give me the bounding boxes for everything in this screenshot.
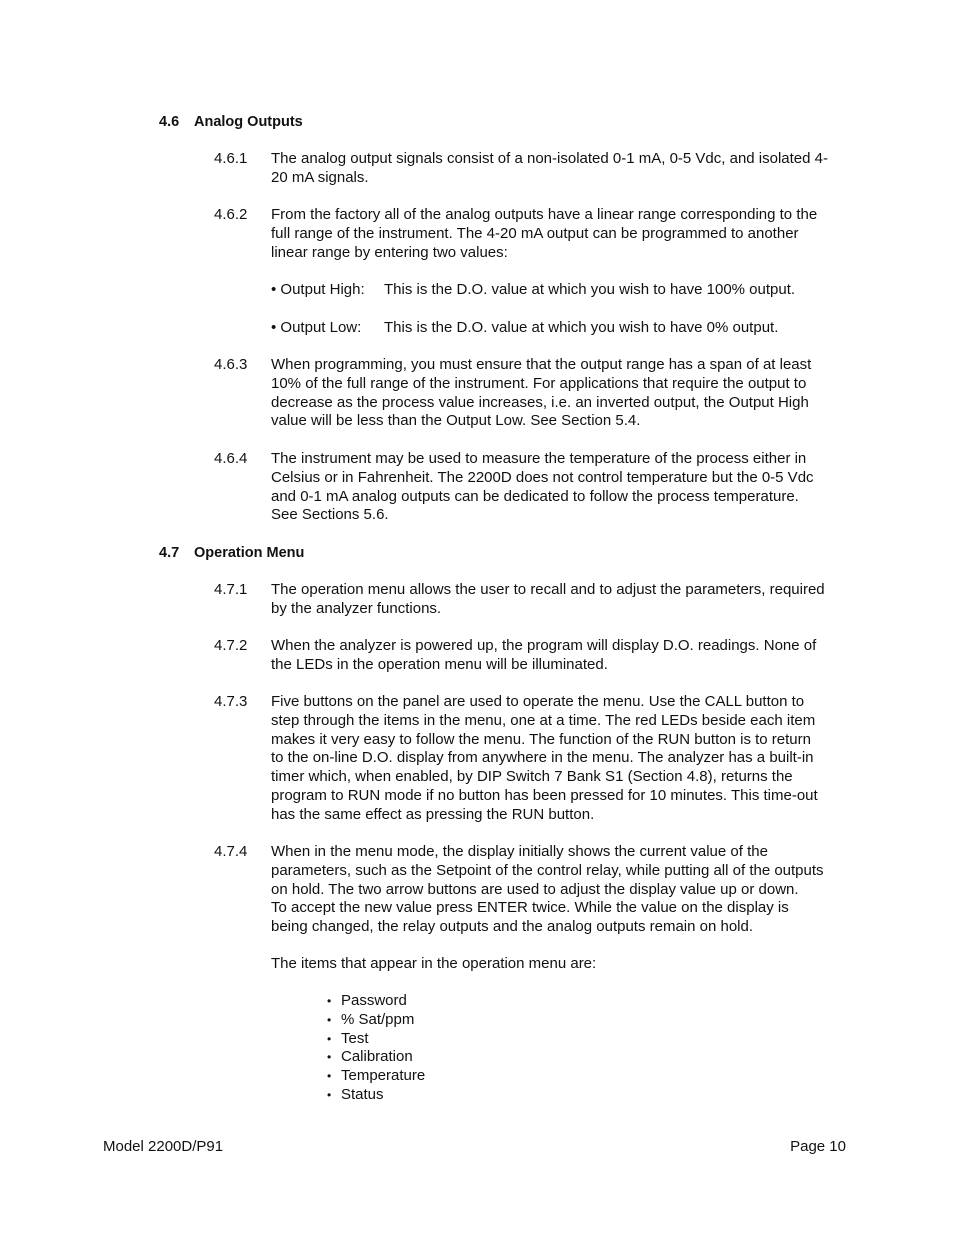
footer-model: Model 2200D/P91 (103, 1138, 224, 1155)
menu-list-intro: The items that appear in the operation menu are: (271, 955, 597, 972)
bullet-icon: • (327, 1087, 332, 1102)
paragraph-number: 4.7.4 (214, 843, 248, 860)
paragraph-4-7-4 (214, 843, 849, 937)
operation-menu-list (327, 992, 425, 1105)
bullet-icon: • (327, 1012, 332, 1027)
section-title: Operation Menu (194, 545, 305, 561)
paragraph-number: 4.7.3 (214, 693, 248, 710)
bullet-icon: • (327, 1069, 332, 1083)
section-heading-4-7 (159, 544, 304, 563)
paragraph-text: Five buttons on the panel are used to operate the menu. Use the CALL button to step through the items in the menu, one at a time. The red LEDs beside each item makes it very easy to follow the menu. The function of the RUN button is to return to the on-line D.O. display from anywhere in the menu. The analyzer has a built-in timer which, when enabled, by DIP Switch 7 Bank S1 (Section 4.8), returns the program to RUN mode if no button has been pressed for 10 minutes. This time-out has the same effect as pressing the RUN button. (271, 693, 818, 823)
paragraph-text: When in the menu mode, the display initially shows the current value of the parameters, such as the Setpoint of the control relay, while putting all of the outputs on hold. The two arrow buttons are used to adjust the display value up or down. To accept the new value press ENTER twice. While the value on the display is being changed, the relay outputs and the analog outputs remain on hold. (271, 843, 824, 936)
paragraph-4-7-2 (214, 637, 849, 675)
paragraph-text: The analog output signals consist of a non-isolated 0-1 mA, 0-5 Vdc, and isolated 4- 20 mA signals. (271, 150, 828, 186)
paragraph-4-6-2 (214, 206, 849, 262)
section-heading-4-6 (159, 113, 303, 132)
paragraph-text: The operation menu allows the user to recall and to adjust the parameters, required by the analyzer functions. (271, 581, 825, 617)
section-title: Analog Outputs (194, 114, 303, 130)
list-item: • Password (327, 992, 407, 1009)
paragraph-text: From the factory all of the analog outputs have a linear range corresponding to the full range of the instrument. The 4-20 mA output can be programmed to another linear range by entering two values: (271, 206, 818, 261)
paragraph-4-6-1 (214, 150, 849, 188)
output-high-description: This is the D.O. value at which you wish to have 100% output. (384, 281, 796, 298)
list-item: • Test (327, 1029, 369, 1047)
list-item: • % Sat/ppm (327, 1010, 415, 1028)
paragraph-number: 4.7.2 (214, 637, 248, 654)
paragraph-4-6-3 (214, 356, 849, 431)
paragraph-number: 4.6.2 (214, 206, 248, 223)
section-number: 4.6 (159, 114, 180, 130)
list-item: • Temperature (327, 1067, 426, 1084)
output-high-label: • Output High: (271, 281, 365, 298)
paragraph-text: When the analyzer is powered up, the program will display D.O. readings. None of the LEDs in the operation menu will be illuminated. (271, 637, 817, 673)
paragraph-number: 4.6.4 (214, 450, 248, 467)
bullet-icon: • (327, 1031, 332, 1046)
bullet-icon: • (327, 994, 332, 1008)
footer-page-number: Page 10 (790, 1138, 846, 1155)
bullet-icon: • (327, 1050, 332, 1065)
paragraph-number: 4.6.3 (214, 356, 248, 373)
paragraph-4-7-3 (214, 693, 849, 825)
output-low-description: This is the D.O. value at which you wish to have 0% output. (384, 319, 779, 336)
paragraph-number: 4.6.1 (214, 150, 248, 167)
paragraph-text: When programming, you must ensure that the output range has a span of at least 10% of the full range of the instrument. For applications that require the output to decrease as the process value increases, i.e. an inverted output, the Output High value will be less than the Output Low. See Section 5.4. (271, 356, 812, 430)
paragraph-number: 4.7.1 (214, 581, 248, 598)
section-number: 4.7 (159, 545, 180, 561)
paragraph-text: The instrument may be used to measure the temperature of the process either in Celsius or in Fahrenheit. The 2200D does not control temperature but the 0-5 Vdc and 0-1 mA analog outputs can be dedicated to follow the process temperature. See Sections 5.6. (271, 450, 814, 524)
output-low-definition (271, 319, 778, 338)
list-item: • Status (327, 1085, 384, 1103)
list-item: • Calibration (327, 1048, 413, 1066)
paragraph-4-7-1 (214, 581, 849, 619)
output-high-definition (271, 281, 795, 300)
output-low-label: • Output Low: (271, 319, 362, 336)
paragraph-4-6-4 (214, 450, 849, 525)
